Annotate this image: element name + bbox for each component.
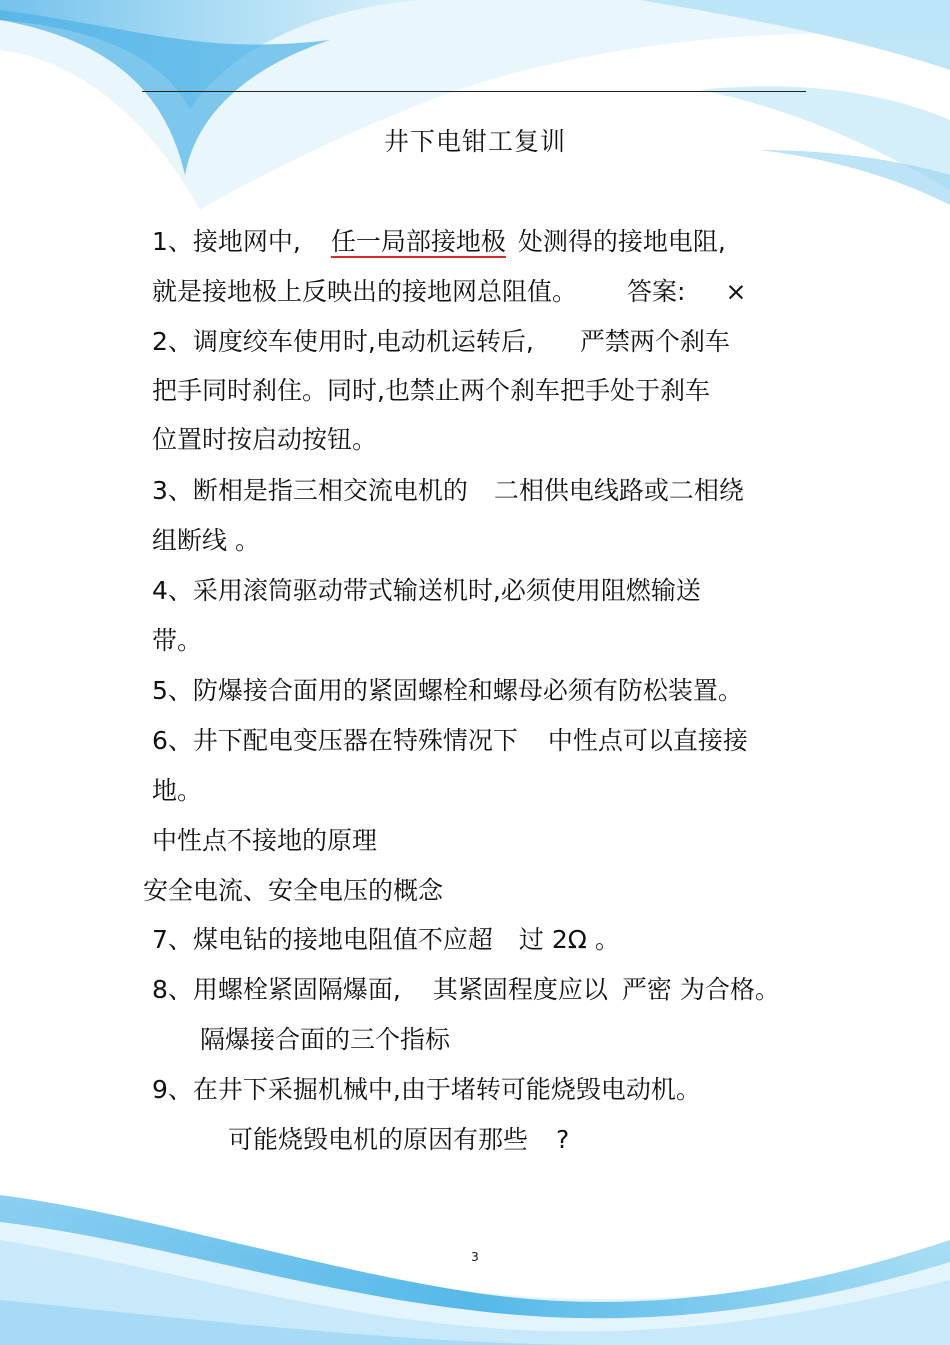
q8-number: 8、: [152, 975, 193, 1004]
q4-line-2: [152, 624, 202, 658]
q3-text-c: 组断线 。: [152, 526, 260, 555]
q4-text-a: 采用滚筒驱动带式输送机时,必须使用阻燃输送: [192, 576, 701, 605]
q8-text-c: 严密 为合格。: [621, 975, 780, 1004]
q9-text-a: 在井下采掘机械中,由于堵转可能烧毁电动机。: [192, 1075, 701, 1104]
q7-line-1: [152, 923, 620, 957]
q6-text-c: 地。: [152, 776, 203, 805]
q2-number: 2、: [152, 327, 193, 356]
q6-number: 6、: [152, 726, 193, 755]
q7-text-a: 煤电钻的接地电阻值不应超: [192, 925, 493, 954]
q6-line-1: [152, 724, 748, 758]
q9-note-line: [228, 1123, 569, 1157]
q2-line-1: [152, 325, 730, 359]
q2-text-a: 调度绞车使用时,电动机运转后,: [192, 327, 534, 356]
q2-text-d: 位置时按启动按钮。: [152, 425, 378, 454]
q3-line-2: [152, 524, 260, 558]
q2-line-3: [152, 423, 377, 457]
q9-number: 9、: [152, 1075, 193, 1104]
page-number: 3: [471, 1250, 479, 1264]
q1-number: 1、: [152, 227, 193, 256]
q2-line-2: [152, 374, 710, 408]
q3-number: 3、: [152, 476, 193, 505]
q8-line-1: [152, 973, 780, 1007]
q1-line-1: [152, 225, 726, 259]
q6-text-b: 中性点可以直接接: [547, 726, 748, 755]
q1-answer-label: 答案:: [627, 277, 686, 306]
q9-question-mark: ?: [556, 1125, 570, 1154]
q6-line-2: [152, 774, 202, 808]
q2-text-c: 把手同时刹住。同时,也禁止两个刹车把手处于刹车: [152, 376, 710, 405]
q1-underlined-phrase: 任一局部接地极: [330, 227, 506, 256]
q1-text-a: 接地网中,: [192, 227, 301, 256]
q8-text-a: 用螺栓紧固隔爆面,: [192, 975, 401, 1004]
q9-note: 可能烧毁电机的原因有那些: [228, 1125, 529, 1154]
q1-line-2: [152, 275, 746, 309]
q1-text-c: 处测得的接地电阻,: [517, 227, 726, 256]
q6-text-a: 井下配电变压器在特殊情况下: [192, 726, 518, 755]
page-title: 井下电钳工复训: [383, 127, 566, 156]
q3-line-1: [152, 474, 744, 508]
q3-text-b: 二相供电线路或二相绕: [493, 476, 744, 505]
note-safety-current-voltage: 安全电流、安全电压的概念: [143, 876, 444, 905]
q9-line-1: [152, 1073, 701, 1107]
q4-text-b: 带。: [152, 626, 203, 655]
header-rule: [142, 91, 806, 92]
q5-text: 5、防爆接合面用的紧固螺栓和螺母必须有防松装置。: [152, 676, 743, 705]
q2-text-b: 严禁两个刹车: [579, 327, 730, 356]
q8-text-b: 其紧固程度应以: [432, 975, 608, 1004]
q4-line-1: [152, 574, 701, 608]
q3-text-a: 断相是指三相交流电机的: [192, 476, 468, 505]
q1-text-d: 就是接地极上反映出的接地网总阻值。: [152, 277, 578, 306]
note-neutral-point: 中性点不接地的原理: [152, 826, 378, 855]
q8-note: 隔爆接合面的三个指标: [200, 1025, 451, 1054]
q4-number: 4、: [152, 576, 193, 605]
q1-answer-mark: ×: [725, 277, 747, 306]
q7-text-b: 过 2Ω 。: [518, 925, 620, 954]
q5-line-1: [152, 674, 743, 708]
q7-number: 7、: [152, 925, 193, 954]
